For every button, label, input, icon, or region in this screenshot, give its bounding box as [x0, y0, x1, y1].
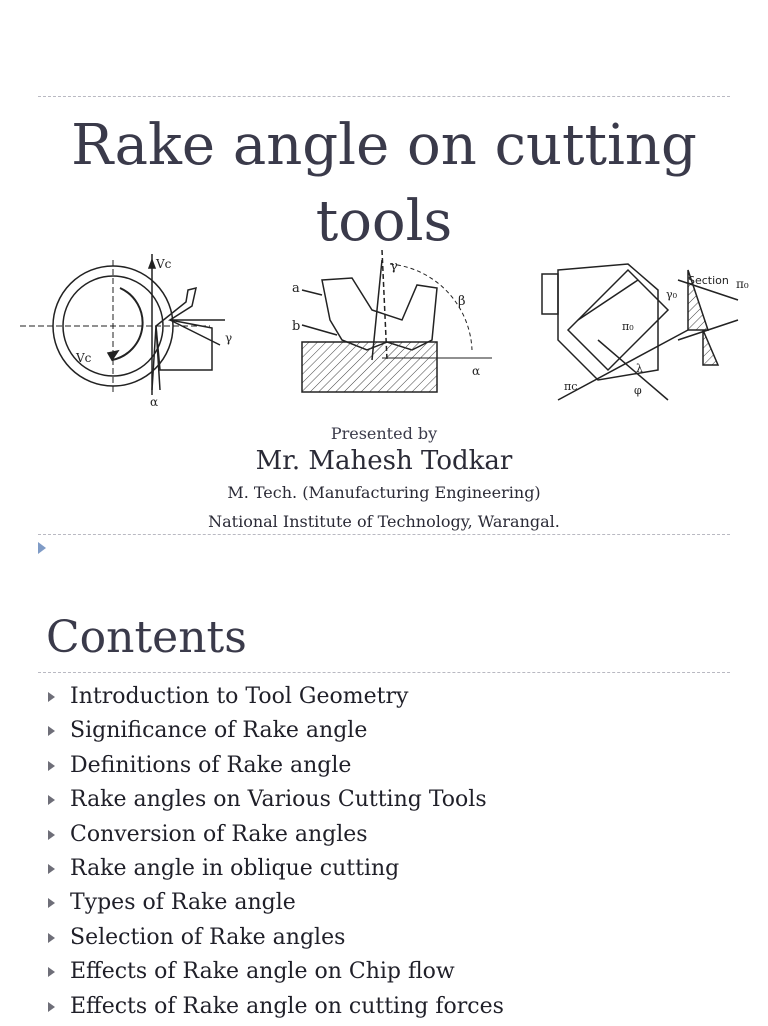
contents-divider — [38, 672, 730, 673]
list-item — [46, 751, 504, 785]
bullet-arrow-icon — [48, 1002, 55, 1012]
fig1-label-gamma: γ — [225, 331, 233, 345]
list-item — [46, 992, 504, 1026]
top-divider — [38, 96, 730, 97]
list-item — [46, 888, 504, 922]
list-item-label: Definitions of Rake angle — [70, 752, 352, 778]
contents-title: Contents — [46, 612, 247, 663]
fig3-label-pic: πc — [564, 380, 578, 393]
author-name: Mr. Mahesh Todkar — [255, 446, 513, 476]
fig2-label-gamma: γ — [390, 259, 398, 274]
fig3-label-pi0-middle: π₀ — [622, 320, 634, 333]
bullet-arrow-icon — [48, 726, 55, 736]
author-institute: National Institute of Technology, Warangal. — [208, 512, 560, 531]
milling-cutter-diagram — [282, 250, 502, 410]
rake-angle-figures — [0, 250, 768, 410]
list-item — [46, 820, 504, 854]
list-item — [46, 957, 504, 991]
fig2-label-beta: β — [458, 294, 466, 309]
fig1-label-alpha: α — [150, 395, 159, 409]
list-item-label: Rake angles on Various Cutting Tools — [70, 787, 487, 813]
bullet-arrow-icon — [48, 761, 55, 771]
fig2-label-b: b — [292, 319, 301, 334]
fig2-label-a: a — [292, 281, 300, 296]
bullet-arrow-icon — [48, 795, 55, 805]
bullet-arrow-icon — [48, 692, 55, 702]
bullet-arrow-icon — [48, 864, 55, 874]
presented-by-label: Presented by — [330, 424, 438, 443]
list-item — [46, 923, 504, 957]
list-item-label: Conversion of Rake angles — [70, 821, 368, 847]
bullet-arrow-icon — [48, 830, 55, 840]
fig1-label-vc-bottom: Vc — [76, 351, 92, 365]
author-degree: M. Tech. (Manufacturing Engineering) — [227, 483, 541, 502]
contents-list — [46, 682, 504, 1026]
contents-slide — [0, 560, 768, 1024]
fig3-label-gamma0: γ₀ — [666, 288, 677, 301]
oblique-tool-diagram — [538, 250, 758, 410]
bullet-arrow-icon — [48, 967, 55, 977]
fig3-label-lambda: λ — [636, 362, 643, 375]
fig2-label-alpha: α — [472, 364, 481, 378]
list-item-label: Rake angle in oblique cutting — [70, 855, 400, 881]
fig3-label-phi: φ — [634, 384, 642, 397]
bullet-arrow-icon — [48, 898, 55, 908]
list-item — [46, 682, 504, 716]
fig1-label-vc-top: Vc — [156, 257, 172, 271]
list-item — [46, 854, 504, 888]
fig3-label-pi0-top: π₀ — [736, 277, 749, 291]
list-item-label: Significance of Rake angle — [70, 718, 368, 744]
list-item-label: Selection of Rake angles — [70, 924, 346, 950]
slide-nav-arrow-icon — [38, 542, 46, 554]
slide-title: Rake angle on cutting tools — [71, 113, 697, 254]
list-item — [46, 716, 504, 750]
list-item-label: Types of Rake angle — [70, 890, 296, 916]
turning-tool-diagram — [20, 250, 260, 410]
list-item-label: Effects of Rake angle on Chip flow — [70, 959, 455, 985]
bullet-arrow-icon — [48, 933, 55, 943]
list-item-label: Effects of Rake angle on cutting forces — [70, 993, 504, 1019]
bottom-divider — [38, 534, 730, 535]
list-item — [46, 785, 504, 819]
list-item-label: Introduction to Tool Geometry — [70, 684, 409, 709]
fig3-label-section: Section — [688, 274, 729, 287]
